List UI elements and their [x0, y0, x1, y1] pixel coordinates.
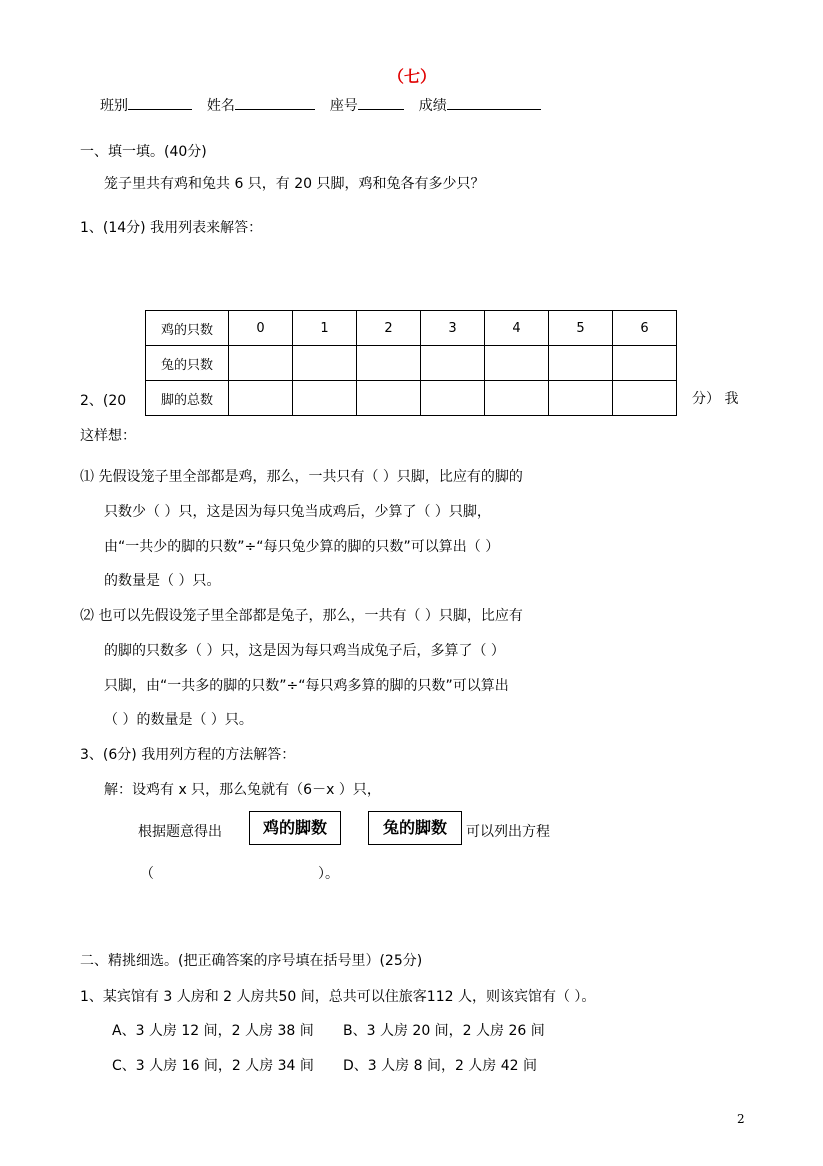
equation-answer-space[interactable] — [158, 863, 318, 881]
answer-cell[interactable] — [293, 381, 357, 416]
row-label-chickens: 鸡的只数 — [146, 311, 229, 346]
hypothesis-2-line-3: 只脚，由“一共多的脚的只数”÷“每只鸡多算的脚的只数”可以算出 — [104, 678, 509, 694]
section2-question-1: 1、某宾馆有 3 人房和 2 人房共50 间，总共可以住旅客112 人，则该宾馆有（ ）。 — [80, 989, 596, 1005]
page-title: （七） — [388, 67, 437, 86]
answer-cell[interactable] — [421, 381, 485, 416]
rabbit-feet-box: 兔的脚数 — [368, 811, 462, 845]
equation-paren-open: （ — [140, 866, 154, 882]
problem-statement: 笼子里共有鸡和兔共 6 只，有 20 只脚，鸡和兔各有多少只？ — [104, 176, 485, 192]
hypothesis-1-line-3: 由“一共少的脚的只数”÷“每只兔少算的脚的只数”可以算出（ ） — [104, 539, 500, 555]
answer-cell[interactable] — [357, 346, 421, 381]
table-cell: 4 — [485, 311, 549, 346]
answer-cell[interactable] — [357, 381, 421, 416]
chicken-feet-box: 鸡的脚数 — [249, 811, 341, 845]
equation-lead: 根据题意得出 — [138, 824, 222, 840]
section2-heading: 二、精挑细选。(把正确答案的序号填在括号里）(25分) — [80, 953, 423, 969]
option-c: C、3 人房 16 间，2 人房 34 间 — [112, 1058, 314, 1074]
hypothesis-2-line-4: （ ）的数量是（ ）只。 — [104, 712, 253, 728]
table-cell: 5 — [549, 311, 613, 346]
hypothesis-1-line-2: 只数少（ ）只，这是因为每只兔当成鸡后，少算了（ ）只脚， — [104, 504, 491, 520]
name-label: 姓名 — [206, 98, 235, 114]
answer-cell[interactable] — [229, 381, 293, 416]
table-row — [146, 381, 677, 416]
table-cell: 0 — [229, 311, 293, 346]
answer-cell[interactable] — [613, 346, 677, 381]
answer-cell[interactable] — [293, 346, 357, 381]
score-label: 成绩 — [418, 98, 447, 114]
table-cell: 2 — [357, 311, 421, 346]
table-row — [146, 311, 677, 346]
seat-label: 座号 — [329, 98, 358, 114]
chicken-rabbit-table — [145, 310, 677, 416]
name-blank[interactable] — [235, 95, 315, 110]
question-1: 1、(14分) 我用列表来解答： — [80, 220, 263, 236]
answer-cell[interactable] — [229, 346, 293, 381]
answer-cell[interactable] — [485, 346, 549, 381]
page-number: 2 — [737, 1112, 745, 1126]
question-2-continuation: 这样想： — [80, 428, 136, 444]
table-row — [146, 346, 677, 381]
answer-cell[interactable] — [485, 381, 549, 416]
question-2-suffix: 分） 我 — [692, 391, 739, 407]
option-a: A、3 人房 12 间，2 人房 38 间 — [112, 1023, 314, 1039]
score-blank[interactable] — [447, 95, 541, 110]
equation-tail: 可以列出方程 — [466, 824, 550, 840]
answer-cell[interactable] — [549, 381, 613, 416]
option-b: B、3 人房 20 间，2 人房 26 间 — [343, 1023, 545, 1039]
question-3: 3、(6分) 我用列方程的方法解答： — [80, 747, 296, 763]
answer-cell[interactable] — [613, 381, 677, 416]
hypothesis-1-line-1: ⑴ 先假设笼子里全部都是鸡，那么，一共只有（ ）只脚，比应有的脚的 — [80, 469, 523, 485]
hypothesis-1-line-4: 的数量是（ ）只。 — [104, 573, 221, 589]
question-2-prefix: 2、(20 — [80, 393, 127, 409]
row-label-rabbits: 兔的只数 — [146, 346, 229, 381]
equation-paren-close: ）。 — [318, 866, 339, 882]
class-blank[interactable] — [128, 95, 192, 110]
table-cell: 6 — [613, 311, 677, 346]
row-label-feet: 脚的总数 — [146, 381, 229, 416]
hypothesis-2-line-2: 的脚的只数多（ ）只，这是因为每只鸡当成兔子后，多算了（ ） — [104, 643, 505, 659]
class-label: 班别 — [100, 98, 128, 114]
seat-blank[interactable] — [358, 95, 404, 110]
section1-heading: 一、填一填。(40分) — [80, 144, 207, 160]
student-info-line — [100, 95, 541, 115]
answer-cell[interactable] — [549, 346, 613, 381]
hypothesis-2-line-1: ⑵ 也可以先假设笼子里全部都是兔子，那么，一共有（ ）只脚，比应有 — [80, 608, 523, 624]
answer-cell[interactable] — [421, 346, 485, 381]
option-d: D、3 人房 8 间，2 人房 42 间 — [343, 1058, 538, 1074]
table-cell: 3 — [421, 311, 485, 346]
table-cell: 1 — [293, 311, 357, 346]
solution-setup: 解：设鸡有 x 只，那么兔就有（6－x ）只， — [104, 782, 381, 798]
